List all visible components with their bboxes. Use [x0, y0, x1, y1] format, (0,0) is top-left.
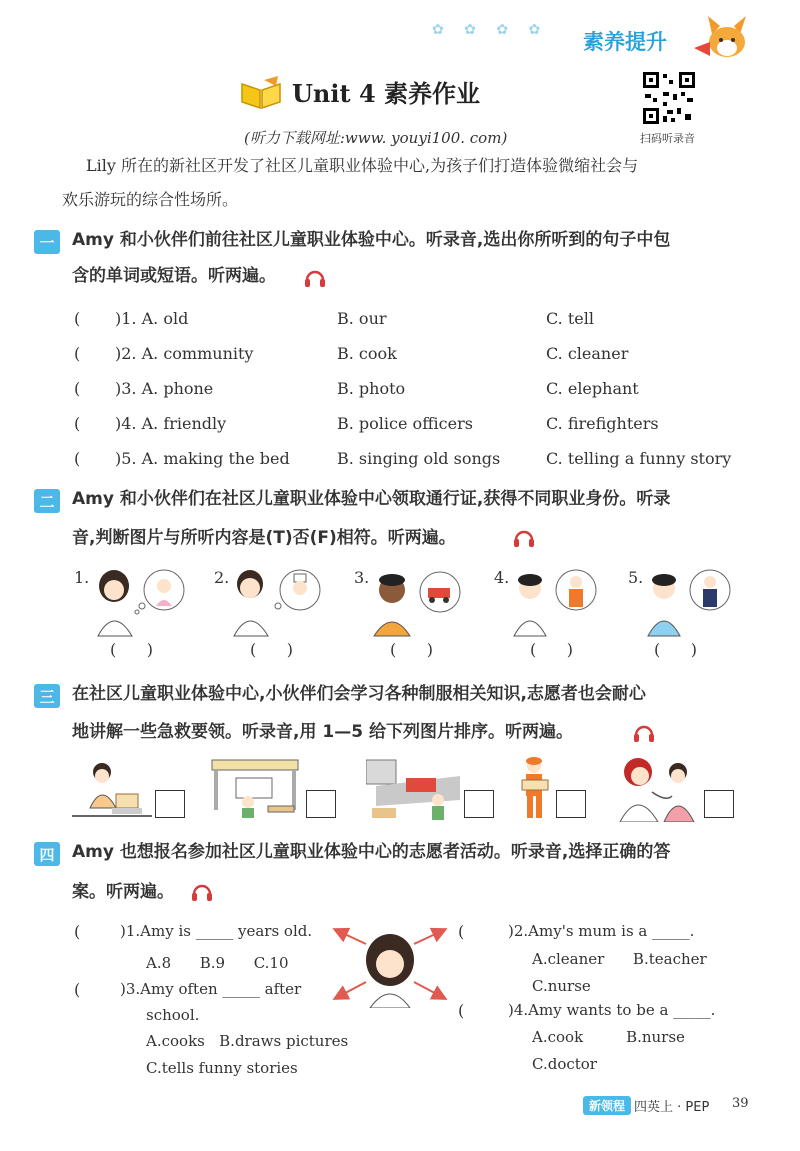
- street-scene-picture: [366, 756, 460, 822]
- q1-2-option-c: C. cleaner: [546, 344, 629, 363]
- intro-line-2: 欢乐游玩的综合性场所。: [62, 190, 239, 209]
- s2-item-2-number: 2.: [214, 568, 230, 587]
- order-box-5[interactable]: [704, 790, 734, 818]
- girl-with-cook-picture: [228, 566, 333, 638]
- section-4-instruction-line-2: 案。听两遍。: [72, 882, 174, 902]
- q1-1-option-c: C. tell: [546, 309, 594, 328]
- doctor-patient-picture: [612, 756, 702, 822]
- section-3-instruction-line-1: 在社区儿童职业体验中心,小伙伴们会学习各种制服相关知识,志愿者也会耐心: [72, 684, 646, 704]
- q4-3-stem-cont: school.: [146, 1006, 200, 1024]
- q1-1-paren[interactable]: (: [74, 309, 81, 328]
- section-3-badge: 三: [34, 684, 60, 708]
- q4-4-options-1: A.cook B.nurse: [532, 1028, 685, 1046]
- s2-item-4-number: 4.: [494, 568, 510, 587]
- page-number: 39: [732, 1096, 749, 1111]
- boy-with-delivery-worker-picture: [508, 566, 608, 638]
- s2-answer-1[interactable]: ( ): [110, 640, 153, 659]
- book-icon: [238, 74, 284, 110]
- s2-item-5-number: 5.: [628, 568, 644, 587]
- paw-prints: ✿ ✿ ✿ ✿: [432, 22, 549, 38]
- q4-2-paren[interactable]: (: [458, 922, 465, 941]
- amy-girl-picture: [330, 918, 450, 1008]
- section-3-instruction-line-2: 地讲解一些急救要领。听录音,用 1—5 给下列图片排序。听两遍。: [72, 722, 573, 742]
- s2-item-3-number: 3.: [354, 568, 370, 587]
- section-1-instruction-line-2: 含的单词或短语。听两遍。: [72, 266, 276, 286]
- s2-answer-5[interactable]: ( ): [654, 640, 697, 659]
- q1-5-option-c: C. telling a funny story: [546, 449, 732, 468]
- q1-3-option-a: )3. A. phone: [115, 379, 214, 398]
- q4-3-options-1: A.cooks B.draws pictures: [146, 1032, 349, 1050]
- q1-4-paren[interactable]: (: [74, 414, 81, 433]
- q4-2-options-2: C.nurse: [532, 977, 591, 995]
- q4-3-paren[interactable]: (: [74, 980, 81, 999]
- headphone-icon: [303, 266, 327, 290]
- q4-3-stem: )3.Amy often _____ after: [120, 980, 302, 998]
- q1-2-option-b: B. cook: [337, 344, 397, 363]
- s2-item-1-number: 1.: [74, 568, 90, 587]
- s2-answer-4[interactable]: ( ): [530, 640, 573, 659]
- q1-2-paren[interactable]: (: [74, 344, 81, 363]
- q4-2-options-1: A.cleaner B.teacher: [532, 950, 707, 968]
- boy-with-police-picture: [644, 566, 744, 638]
- qr-caption: 扫码听录音: [640, 132, 695, 145]
- q1-1-option-a: )1. A. old: [115, 309, 189, 328]
- s2-answer-3[interactable]: ( ): [390, 640, 433, 659]
- order-box-3[interactable]: [464, 790, 494, 818]
- footer-brand: 新领程: [583, 1096, 631, 1115]
- section-2-badge: 二: [34, 489, 60, 513]
- order-box-2[interactable]: [306, 790, 336, 818]
- boy-with-firefighter-picture: [368, 566, 473, 638]
- q1-3-paren[interactable]: (: [74, 379, 81, 398]
- section-1-badge: 一: [34, 230, 60, 254]
- order-box-4[interactable]: [556, 790, 586, 818]
- section-4-badge: 四: [34, 842, 60, 866]
- section-2-instruction-line-1: Amy 和小伙伴们在社区儿童职业体验中心领取通行证,获得不同职业身份。听录: [72, 489, 671, 509]
- q1-5-option-b: B. singing old songs: [337, 449, 501, 468]
- download-url-note: (听力下载网址:www. youyi100. com): [244, 129, 508, 147]
- headphone-icon: [512, 526, 536, 550]
- classroom-picture: [208, 758, 302, 820]
- footer-text: 四英上 · PEP: [634, 1100, 710, 1115]
- order-box-1[interactable]: [155, 790, 185, 818]
- q1-4-option-b: B. police officers: [337, 414, 473, 433]
- q4-4-stem: )4.Amy wants to be a _____.: [508, 1001, 716, 1019]
- qr-code[interactable]: [641, 70, 697, 126]
- q1-3-option-b: B. photo: [337, 379, 406, 398]
- q4-3-options-2: C.tells funny stories: [146, 1059, 298, 1077]
- q1-1-option-b: B. our: [337, 309, 387, 328]
- headphone-icon: [632, 721, 656, 745]
- header-banner: 素养提升: [583, 30, 667, 54]
- q1-4-option-a: )4. A. friendly: [115, 414, 227, 433]
- q1-5-paren[interactable]: (: [74, 449, 81, 468]
- q4-4-paren[interactable]: (: [458, 1001, 465, 1020]
- q1-2-option-a: )2. A. community: [115, 344, 254, 363]
- q4-1-stem: )1.Amy is _____ years old.: [120, 922, 313, 940]
- q4-2-stem: )2.Amy's mum is a _____.: [508, 922, 695, 940]
- cake-making-picture: [72, 758, 152, 820]
- q4-1-paren[interactable]: (: [74, 922, 81, 941]
- girl-with-nurse-picture: [92, 566, 197, 638]
- section-2-instruction-line-2: 音,判断图片与所听内容是(T)否(F)相符。听两遍。: [72, 528, 456, 548]
- s2-answer-2[interactable]: ( ): [250, 640, 293, 659]
- q4-1-options: A.8 B.9 C.10: [146, 954, 289, 972]
- headphone-icon: [190, 880, 214, 904]
- q1-5-option-a: )5. A. making the bed: [115, 449, 290, 468]
- delivery-worker-picture: [512, 756, 558, 822]
- page-title: Unit 4 素养作业: [292, 79, 480, 108]
- q1-3-option-c: C. elephant: [546, 379, 639, 398]
- q4-4-options-2: C.doctor: [532, 1055, 597, 1073]
- intro-line-1: Lily 所在的新社区开发了社区儿童职业体验中心,为孩子们打造体验微缩社会与: [86, 156, 639, 175]
- fox-mascot-icon: [690, 16, 750, 66]
- section-1-instruction-line-1: Amy 和小伙伴们前往社区儿童职业体验中心。听录音,选出你所听到的句子中包: [72, 230, 671, 250]
- section-4-instruction-line-1: Amy 也想报名参加社区儿童职业体验中心的志愿者活动。听录音,选择正确的答: [72, 842, 671, 862]
- q1-4-option-c: C. firefighters: [546, 414, 659, 433]
